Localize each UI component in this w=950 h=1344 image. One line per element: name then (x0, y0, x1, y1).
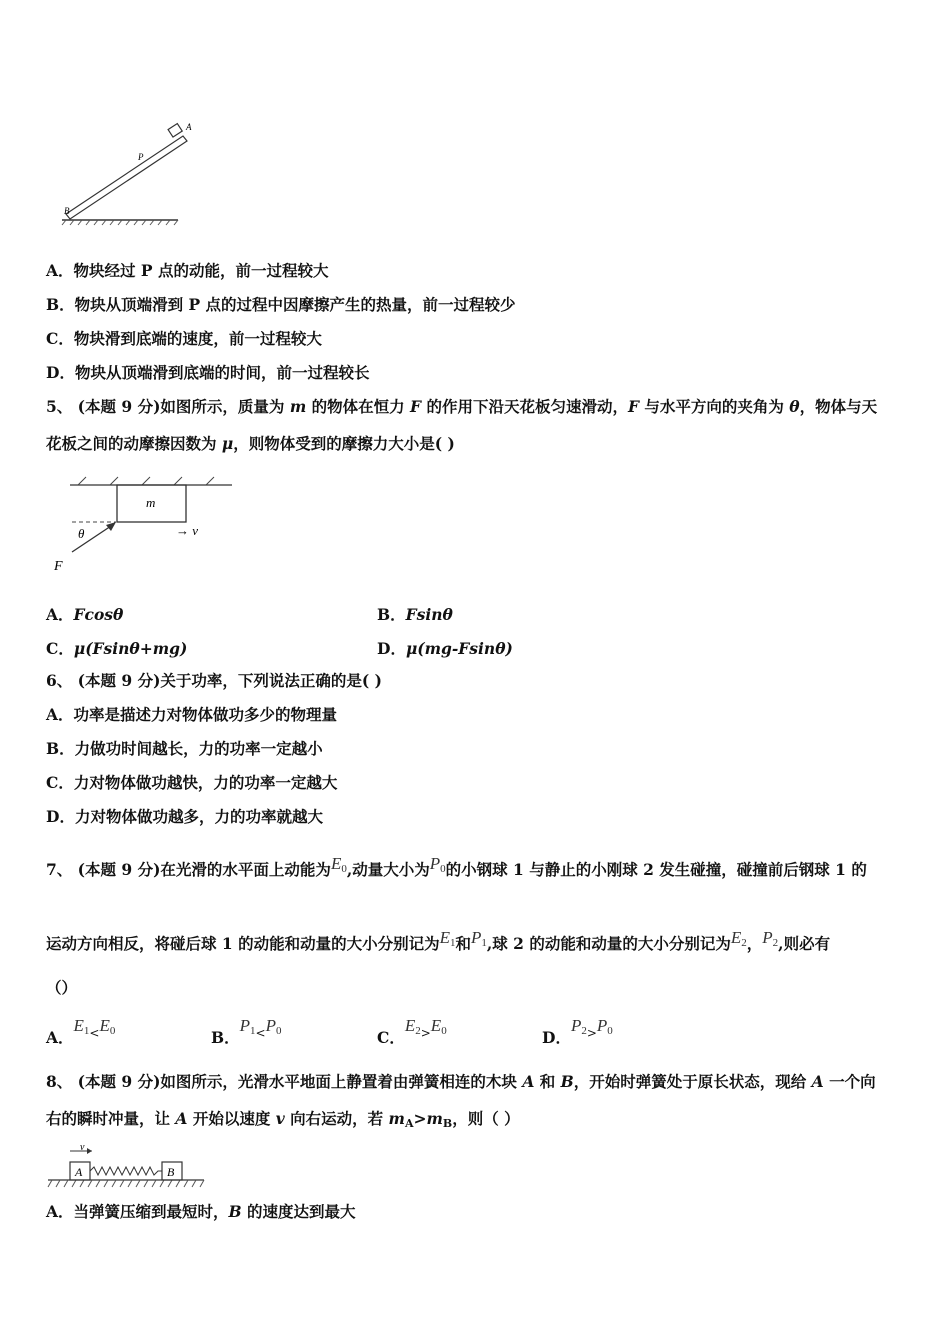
q5-option-d: D．μ(mg-Fsinθ) (377, 639, 513, 658)
label-P: P (138, 152, 144, 162)
label-B: B (64, 206, 70, 216)
q6-option-c: C．力对物体做功越快，力的功率一定越大 (46, 773, 338, 792)
label-theta: θ (78, 526, 85, 541)
q7-option-c: C．$E_{2>}E_0$ (377, 1016, 447, 1047)
q5-stem-line2: 花板之间的动摩擦因数为 μ，则物体受到的摩擦力大小是( ) (46, 434, 455, 453)
q4-option-b: B．物块从顶端滑到 P 点的过程中因摩擦产生的热量，前一过程较少 (46, 295, 516, 314)
label-v: v (80, 1142, 85, 1153)
q4-option-a: A．物块经过 P 点的动能，前一过程较大 (46, 261, 329, 280)
q8-option-a: A．当弹簧压缩到最短时，B 的速度达到最大 (46, 1202, 356, 1221)
q7-stem-line1: 7、 (本题 9 分)在光滑的水平面上动能为$E_0$,动量大小为$P_0$的小钢球 1 与静止的小刚球 2 发生碰撞，碰撞前后钢球 1 的 (46, 854, 867, 879)
ceiling-figure (50, 474, 235, 578)
spring-figure (46, 1142, 206, 1190)
q5-stem-line1: 5、 (本题 9 分)如图所示，质量为 m 的物体在恒力 F 的作用下沿天花板匀速滑动，F 与水平方向的夹角为 θ，物体与天 (46, 397, 878, 416)
label-F: F (54, 559, 63, 574)
q7-option-d: D．$P_{2>}P_0$ (542, 1016, 613, 1047)
q5-option-c: C．μ(Fsinθ+mg) (46, 639, 188, 658)
q7-option-a: A．$E_{1<}E_0$ (46, 1016, 116, 1047)
q6-option-d: D．力对物体做功越多，力的功率就越大 (46, 807, 323, 826)
q5-option-a: A．Fcosθ (46, 605, 124, 624)
q5-option-b: B．Fsinθ (377, 605, 453, 624)
label-A: A (186, 122, 192, 132)
q6-option-b: B．力做功时间越长，力的功率一定越小 (46, 739, 323, 758)
label-m: m (146, 495, 156, 510)
q7-option-b: B．$P_{1<}P_0$ (211, 1016, 282, 1047)
label-A: A (75, 1165, 83, 1179)
q7-paren: （） (46, 978, 78, 997)
q8-stem-line1: 8、 (本题 9 分)如图所示，光滑水平地面上静置着由弹簧相连的木块 A 和 B，开始时弹簧处于原长状态，现给 A 一个向 (46, 1072, 876, 1091)
q7-stem-line2: 运动方向相反，将碰后球 1 的动能和动量的大小分别记为$E_1$和$P_1$,球 2 的动能和动量的大小分别记为$E_2$，$P_2$,则必有 (46, 928, 831, 953)
incline-figure (58, 118, 192, 226)
q4-option-c: C．物块滑到底端的速度，前一过程较大 (46, 329, 322, 348)
label-B: B (167, 1165, 175, 1179)
q8-stem-line2: 右的瞬时冲量，让 A 开始以速度 v 向右运动，若 $m_A>m_B$，则（ ） (46, 1109, 520, 1130)
q6-stem: 6、 (本题 9 分)关于功率，下列说法正确的是( ) (46, 671, 382, 690)
label-v: → v (176, 523, 199, 538)
q6-option-a: A．功率是描述力对物体做功多少的物理量 (46, 705, 338, 724)
q4-option-d: D．物块从顶端滑到底端的时间，前一过程较长 (46, 363, 370, 382)
